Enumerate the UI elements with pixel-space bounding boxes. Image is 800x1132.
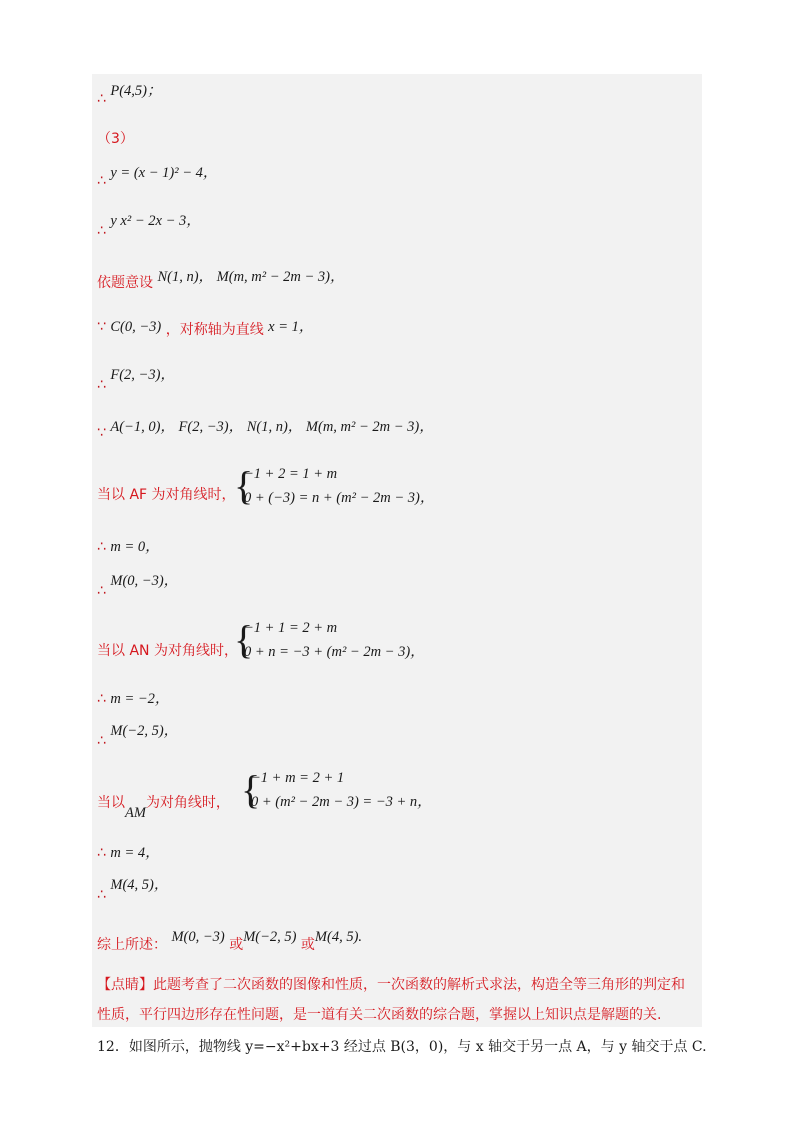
- brace-icon: {: [234, 463, 254, 508]
- case-af-label: 当以 AF 为对角线时，: [97, 487, 236, 503]
- case-am-prefix: 当以: [97, 795, 125, 811]
- because-icon: ∵: [97, 425, 106, 441]
- line-f-point: [97, 366, 175, 393]
- line-summary: [97, 928, 363, 953]
- case-am-eq2: 0 + (m² − 2m − 3) = −3 + n，: [251, 794, 432, 810]
- therefore-icon: ∴: [97, 223, 106, 239]
- line-c-point: [97, 318, 313, 336]
- therefore-icon: ∴: [97, 691, 106, 707]
- therefore-icon: ∴: [97, 173, 106, 189]
- line-m-result-3: [97, 876, 169, 903]
- axis-text: x = 1，: [268, 319, 314, 335]
- line-four-points: [97, 418, 434, 441]
- standard-form-text: y x² − 2x − 3，: [110, 213, 201, 229]
- m0-text: m = 0，: [110, 539, 160, 555]
- summary-or-2: 或: [300, 937, 315, 953]
- m-result-1-text: M(0, −3)，: [110, 573, 179, 589]
- brace-icon: {: [241, 767, 261, 812]
- m-neg2-text: m = −2，: [110, 691, 170, 707]
- four-points-text: A(−1, 0)， F(2, −3)， N(1, n)， M(m, m² − 2m − 3)，: [110, 419, 434, 435]
- case-an-label: 当以 AN 为对角线时，: [97, 643, 238, 659]
- therefore-icon: ∴: [97, 887, 106, 903]
- line-m4: [97, 844, 160, 862]
- case-am-label: [97, 794, 230, 821]
- f-point-text: F(2, −3)，: [110, 367, 175, 383]
- case-af-eq1: −1 + 2 = 1 + m: [244, 466, 338, 482]
- therefore-icon: ∴: [97, 733, 106, 749]
- line-vertex-form: [97, 164, 218, 189]
- part-3-label: （3）: [97, 131, 134, 147]
- summary-label: 综上所述：: [97, 937, 167, 953]
- therefore-icon: ∴: [97, 91, 106, 107]
- comment-line-1: 【点睛】此题考查了二次函数的图像和性质，一次函数的解析式求法，构造全等三角形的判定和: [97, 977, 685, 993]
- assume-label: 依题意设: [97, 275, 153, 291]
- line-m-neg2: [97, 690, 169, 708]
- line-assume-points: [97, 268, 345, 291]
- therefore-icon: ∴: [97, 377, 106, 393]
- line-m-result-1: [97, 572, 179, 599]
- case-af-eq2: 0 + (−3) = n + (m² − 2m − 3)，: [244, 490, 435, 506]
- case-an-eq2: 0 + n = −3 + (m² − 2m − 3)，: [244, 644, 425, 660]
- question-12: 12．如图所示，抛物线 y=−x²+bx+3 经过点 B(3，0)，与 x 轴交于另一点 A，与 y 轴交于点 C.: [97, 1039, 707, 1055]
- therefore-icon: ∴: [97, 845, 106, 861]
- case-am-eq1: −1 + m = 2 + 1: [251, 770, 345, 786]
- axis-label: ，对称轴为直线: [165, 322, 264, 338]
- line-standard-form: [97, 212, 201, 239]
- therefore-icon: ∴: [97, 583, 106, 599]
- summary-or-1: 或: [229, 937, 244, 953]
- case-am-suffix: 为对角线时，: [145, 795, 230, 811]
- m-result-2-text: M(−2, 5)，: [110, 723, 179, 739]
- brace-icon: {: [234, 617, 254, 662]
- line-m0: [97, 538, 160, 556]
- case-an-eq1: −1 + 1 = 2 + m: [244, 620, 338, 636]
- assume-points-text: N(1, n)， M(m, m² − 2m − 3)，: [157, 269, 345, 285]
- summary-m2: M(−2, 5): [243, 929, 297, 945]
- m-result-3-text: M(4, 5)，: [110, 877, 169, 893]
- c-point-text: C(0, −3): [110, 319, 162, 335]
- because-icon: ∵: [97, 319, 106, 335]
- summary-m3: M(4, 5).: [314, 929, 363, 945]
- case-am-segment: AM: [125, 805, 146, 821]
- summary-m1: M(0, −3): [171, 929, 225, 945]
- line-m-result-2: [97, 722, 179, 749]
- therefore-icon: ∴: [97, 539, 106, 555]
- line-p-point: [97, 82, 162, 107]
- p-point-text: P(4,5)；: [110, 83, 162, 99]
- comment-line-2: 性质，平行四边形存在性问题，是一道有关二次函数的综合题，掌握以上知识点是解题的关.: [97, 1007, 662, 1023]
- m4-text: m = 4，: [110, 845, 160, 861]
- vertex-form-text: y = (x − 1)² − 4，: [110, 165, 218, 181]
